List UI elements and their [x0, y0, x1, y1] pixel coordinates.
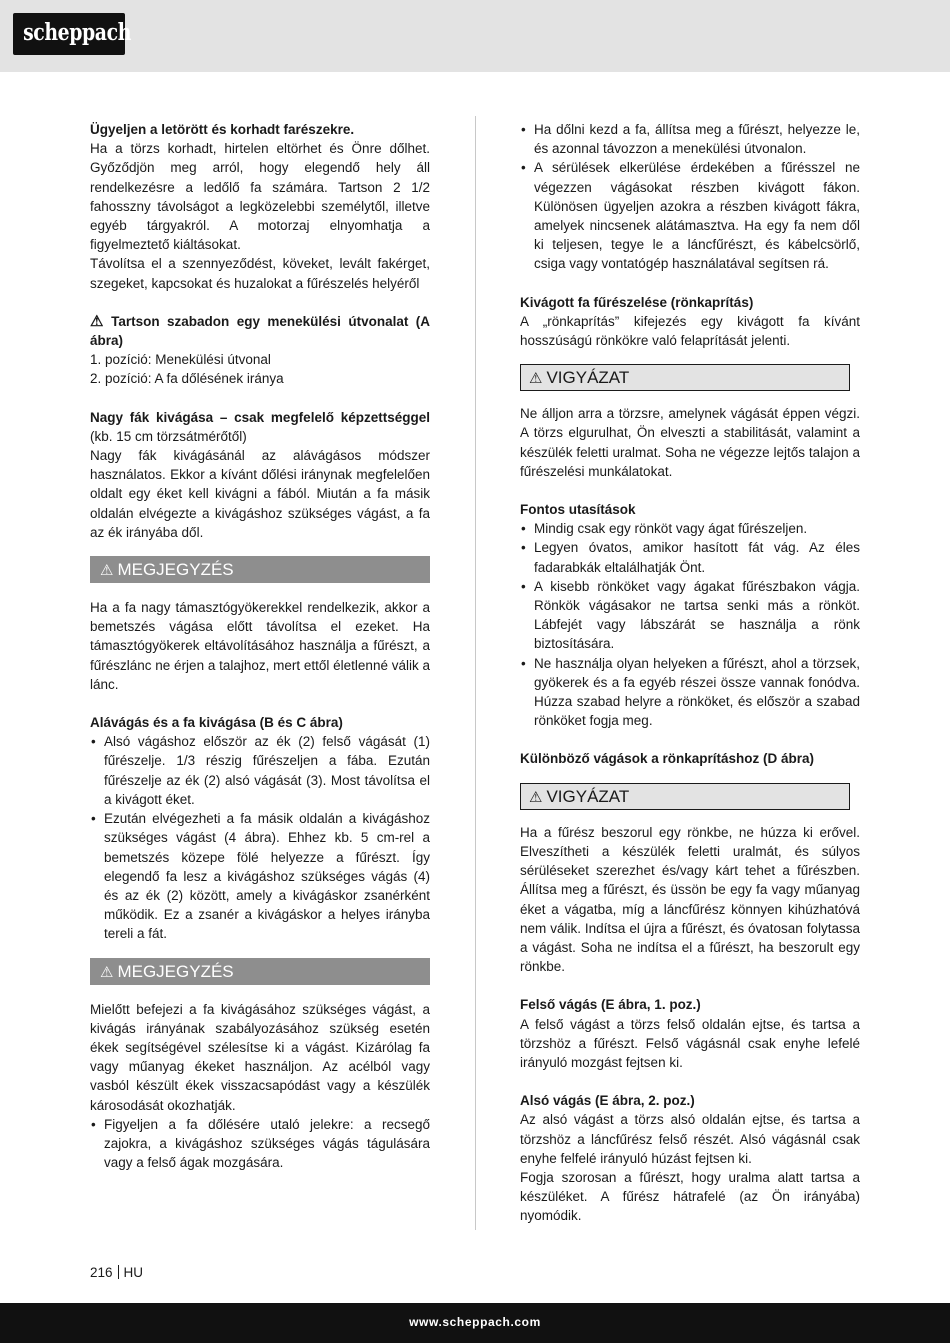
- paragraph: Ne álljon arra a törzsre, amelynek vágását éppen végzi. A törzs elgurulhat, Ön elveszti a stabilitását, valamint a készülék feletti uralmat. Soha ne végezze lejtős talajon a fűrészelési munkálatokat.: [520, 406, 860, 479]
- paragraph: 2. pozíció: A fa dőlésének iránya: [90, 371, 284, 387]
- bullet-list: [90, 732, 430, 943]
- list-item: • Alsó vágáshoz először az ék (2) felső vágását (1) fűrészelje. 1/3 részig fűrészeljen a fába. Ezután fűrészelje az ék (2) alsó vágását (3). Most távolítsa el a kivágott éket.: [90, 732, 430, 809]
- list-item: • A sérülések elkerülése érdekében a fűrésszel ne végezzen vágásokat részben kivágott fákon. Különösen ügyeljen azokra a részben kivágott fákra, amelyek nincsenek alátámasztva. Ha egy fa nem dől ki teljesen, tegye le a láncfűrészt, és kábelcsörlő, csiga vagy vontatógép használatával segítsen rá.: [520, 158, 860, 273]
- bullet-list: [520, 120, 860, 274]
- paragraph: Távolítsa el a szennyeződést, köveket, levált fakérget, szegeket, kapcsokat és huzalokat a fűrészelés helyéről: [90, 256, 430, 291]
- section-heading: Alsó vágás (E ábra, 2. poz.): [520, 1093, 695, 1109]
- language-code: HU: [123, 1265, 144, 1280]
- footer-url[interactable]: www.scheppach.com: [409, 1315, 541, 1329]
- paragraph: Ha a fűrész beszorul egy rönkbe, ne húzza ki erővel. Elveszítheti a készülék feletti uralmát, és súlyos sérüléseket szerezhet és/vagy kárt tehet a fűrészben. Állítsa meg a fűrészt, és üssön be egy fa vagy műanyag éket a vágatba, míg a láncfűrész könnyen kihúzhatóvá nem válik. Indítsa el újra a fűrészt, és óvatosan folytassa a vágást. Soha ne indítsa el a fűrészt, ha beszorult egy rönkbe.: [520, 824, 860, 975]
- header-bar: [0, 0, 950, 72]
- paragraph: Fogja szorosan a fűrészt, hogy uralma alatt tartsa a készüléket. A fűrész hátrafelé (az Ön irányába) nyomódik.: [520, 1169, 860, 1224]
- paragraph: Ha a törzs korhadt, hirtelen eltörhet és Önre dőlhet. Győződjön meg arról, hogy elegendő hely áll rendelkezésre a ledőlő fa számára. Tartson 2 1/2 fahosszny távolságot a legközelebbi személytől, illetve egyéb tárgyakról. A motorzaj elnyomhatja a figyelmeztető kiáltásokat.: [90, 141, 430, 253]
- list-item: • Ezután elvégezheti a fa másik oldalán a kivágáshoz szükséges vágást (4 ábra). Ehhez kb. 5 cm-rel a bemetszés közepe fölé helyezze a fűrészt. Így elegendő fa lesz a kivágáshoz szükséges vágás (4) és az ék (2) között, amely a kivágáskor zsanérként működik. Ez a zsanér a kivágáskor a helyes irányba tereli a fát.: [90, 809, 430, 943]
- list-item: • Legyen óvatos, amikor hasított fát vág. Az éles fadarabkák eltalálhatják Önt.: [520, 538, 860, 576]
- right-column: [520, 120, 860, 1226]
- paragraph: 1. pozíció: Menekülési útvonal: [90, 352, 271, 368]
- list-item: • Ne használja olyan helyeken a fűrészt, ahol a törzsek, gyökerek és a fa egyéb részei össze vannak fonódva. Húzza szabad helyre a rönköket, és először a szabad rönköket fogja meg.: [520, 654, 860, 731]
- bullet-list: [520, 519, 860, 730]
- footer-bar: [0, 1303, 950, 1343]
- list-item: • Mindig csak egy rönköt vagy ágat fűrészeljen.: [520, 519, 860, 538]
- paragraph: Mielőtt befejezi a fa kivágásához szükséges vágást, a kivágás irányának szabályozásához szükség esetén ékek segítségével szélesítse ki a vágást. Kizárólag fa vagy műanyag ékeket használjon. Az acélból vagy vasból készült ékek visszacsapódást vagy a készülék károsodását okozhatják.: [90, 1001, 430, 1113]
- brand-logo-text: scheppach: [23, 19, 131, 46]
- section-heading: Ügyeljen a letörött és korhadt farészekre.: [90, 122, 355, 137]
- list-item: • Ha dőlni kezd a fa, állítsa meg a fűrészt, helyezze le, és azonnal távozzon a menekülési útvonalon.: [520, 120, 860, 158]
- brand-logo: [13, 13, 131, 55]
- left-column: [90, 120, 430, 1172]
- paragraph: A „rönkaprítás” kifejezés egy kivágott fa kívánt hosszúságú rönkökre való felaprítását jelenti.: [520, 313, 860, 349]
- paragraph: Ha a fa nagy támasztógyökerekkel rendelkezik, akkor a bemetszés vágása előtt távolítsa el ezeket. Ha támasztógyökerek eltávolításához használja a fűrészt, a fűrészlánc ne érjen a talajhoz, mert ettől életlenné válik a lánc.: [90, 600, 430, 692]
- note-box: ⚠ MEGJEGYZÉS: [90, 958, 430, 985]
- section-heading: Alávágás és a fa kivágása (B és C ábra): [90, 715, 343, 731]
- warning-triangle-icon: ⚠: [529, 370, 543, 388]
- warning-triangle-icon: ⚠: [100, 963, 114, 981]
- list-item: • A kisebb rönköket vagy ágakat fűrészbakon vágja. Rönkök vágásakor ne tartsa senki más a rönköt. Lábfejét vagy lábszárát se használja a rönk biztosítására.: [520, 577, 860, 654]
- paragraph: Nagy fák kivágásánál az alávágásos módszer használatos. Ekkor a kívánt dőlési iránynak megfelelően oldalt egy éket kell kivágni a fából. Miután a fa másik oldalán elvégezte a kivágáshoz szükséges vágást, a fa az ék irányába dől.: [90, 448, 430, 540]
- warning-box: ⚠ VIGYÁZAT: [520, 783, 850, 810]
- note-box: ⚠ MEGJEGYZÉS: [90, 556, 430, 583]
- warning-triangle-icon: ⚠: [100, 562, 114, 580]
- section-heading: ⚠ Tartson szabadon egy menekülési útvonalat (A ábra): [90, 312, 430, 349]
- warning-box: ⚠ VIGYÁZAT: [520, 364, 850, 391]
- page-number: 216 HU: [90, 1265, 144, 1280]
- warning-triangle-icon: ⚠: [90, 312, 108, 330]
- section-heading: Nagy fák kivágása – csak megfelelő képzettséggel (kb. 15 cm törzsátmérőtől): [90, 409, 430, 444]
- warning-triangle-icon: ⚠: [529, 788, 543, 806]
- section-heading: Kivágott fa fűrészelése (rönkaprítás): [520, 294, 754, 310]
- paragraph: Az alsó vágást a törzs alsó oldalán ejtse, és tartsa a törzshöz a láncfűrész felső részét. Alsó vágásnál csak enyhe felfelé irányuló húzást fejtsen ki.: [520, 1112, 860, 1166]
- list-item: • Figyeljen a fa dőlésére utaló jelekre: a recsegő zajokra, a kivágáshoz szükséges vágás tágulására vagy a felső ágak mozgására.: [90, 1115, 430, 1173]
- section-heading: Felső vágás (E ábra, 1. poz.): [520, 997, 701, 1013]
- bullet-list: [90, 1115, 430, 1173]
- section-heading: Fontos utasítások: [520, 502, 636, 518]
- column-divider: [475, 116, 476, 1230]
- section-heading: Különböző vágások a rönkaprításhoz (D ábra): [520, 751, 815, 767]
- paragraph: A felső vágást a törzs felső oldalán ejtse, és tartsa a törzshöz a fűrészt. Felső vágásnál csak enyhe lefelé irányuló mozgást fejtsen ki.: [520, 1016, 860, 1070]
